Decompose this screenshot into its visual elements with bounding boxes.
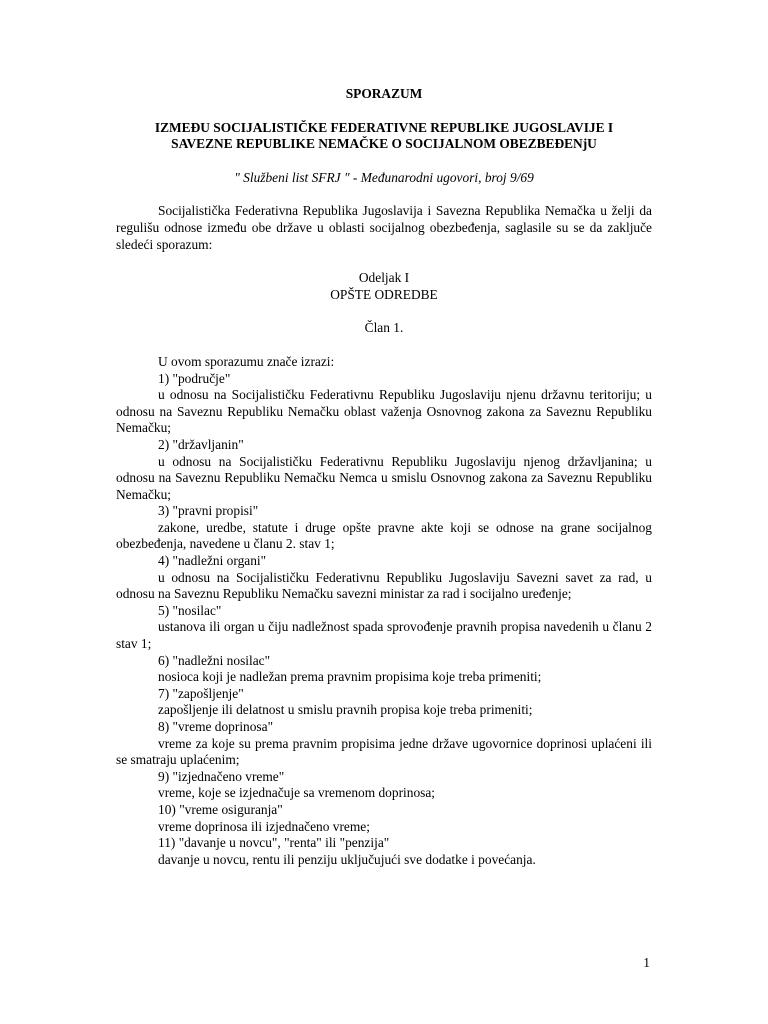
definition-term: 3) "pravni propisi": [158, 503, 259, 519]
document-page: [116, 86, 652, 868]
definition-item: [116, 802, 652, 835]
section-title: OPŠTE ODREDBE: [330, 286, 438, 302]
document-title: SPORAZUM: [345, 86, 423, 101]
definition-text: vreme doprinosa ili izjednačeno vreme;: [158, 818, 370, 834]
definition-item: [116, 553, 652, 603]
definition-text: u odnosu na Socijalističku Federativnu Republiku Jugoslaviju njenu državnu teritoriju; u odnosu na Saveznu Republiku Nemačku oblast važenja Osnovnog zakona za Saveznu Republiku Nemačku;: [116, 387, 652, 436]
page-number: 1: [643, 955, 650, 970]
subtitle-line-1: IZMEĐU SOCIJALISTIČKE FEDERATIVNE REPUBLIKE JUGOSLAVIJE I: [154, 119, 614, 135]
definition-item: [116, 503, 652, 553]
definitions-list: [116, 371, 652, 869]
definition-term: 6) "nadležni nosilac": [158, 652, 271, 668]
definition-text: ustanova ili organ u čiju nadležnost spada sprovođenje pravnih propisa navedenih u članu 2 stav 1;: [116, 619, 652, 652]
gazette-reference: " Službeni list SFRJ " - Međunarodni ugovori, broj 9/69: [234, 169, 534, 185]
section-heading: [116, 270, 652, 303]
definition-term: 2) "državljanin": [158, 436, 244, 452]
section-label: Odeljak I: [358, 270, 410, 286]
definition-term: 9) "izjednačeno vreme": [158, 768, 285, 784]
definition-text: davanje u novcu, rentu ili penziju uključujući sve dodatke i povećanja.: [158, 851, 536, 867]
definitions-lead: U ovom sporazumu znače izrazi:: [158, 353, 335, 369]
definition-text: vreme, koje se izjednačuje sa vremenom doprinosa;: [158, 785, 436, 801]
definition-term: 8) "vreme doprinosa": [158, 719, 274, 734]
definition-item: [116, 769, 652, 802]
article-heading: Član 1.: [364, 320, 404, 336]
definition-term: 7) "zapošljenje": [158, 685, 244, 701]
definition-term: 1) "područje": [158, 370, 231, 386]
preamble-paragraph: Socijalistička Federativna Republika Jugoslavija i Savezna Republika Nemačka u želji da regulišu odnose između obe države u oblasti socijalnog obezbeđenja, saglasile su se da zaključe sledeći sporazum:: [116, 203, 652, 252]
definition-term: 5) "nosilac": [158, 602, 222, 618]
definition-text: zakone, uredbe, statute i druge opšte pravne akte koji se odnose na grane socijalnog obezbeđenja, navedene u članu 2. stav 1;: [116, 519, 652, 552]
definition-text: nosioca koji je nadležan prema pravnim propisima koje treba primeniti;: [158, 669, 542, 685]
definition-text: zapošljenje ili delatnost u smislu pravnih propisa koje treba primeniti;: [158, 702, 533, 718]
definition-item: [116, 437, 652, 503]
definition-text: vreme za koje su prema pravnim propisima jedne države ugovornice doprinosi uplaćeni ili se smatraju uplaćenim;: [116, 735, 652, 768]
definition-item: [116, 603, 652, 653]
definition-text: u odnosu na Socijalističku Federativnu Republiku Jugoslaviju njenog državljanina; u odnosu na Saveznu Republiku Nemačku Nemca u smislu Osnovnog zakona za Saveznu Republiku Nemačku;: [116, 453, 652, 502]
definition-term: 10) "vreme osiguranja": [158, 801, 283, 817]
definition-item: [116, 719, 652, 769]
document-subtitle: [116, 120, 652, 153]
definition-item: [116, 835, 652, 868]
definition-item: [116, 371, 652, 437]
definition-text: u odnosu na Socijalističku Federativnu Republiku Jugoslaviju Savezni savet za rad, u odnosu na Saveznu Republiku Nemačku savezni ministar za rad i socijalno uređenje;: [116, 569, 652, 602]
definition-term: 11) "davanje u novcu", "renta" ili "penzija": [158, 835, 390, 851]
definition-item: [116, 653, 652, 686]
subtitle-line-2: SAVEZNE REPUBLIKE NEMAČKE O SOCIJALNOM OBEZBEĐENjU: [171, 136, 597, 152]
definition-item: [116, 686, 652, 719]
definition-term: 4) "nadležni organi": [158, 553, 267, 569]
